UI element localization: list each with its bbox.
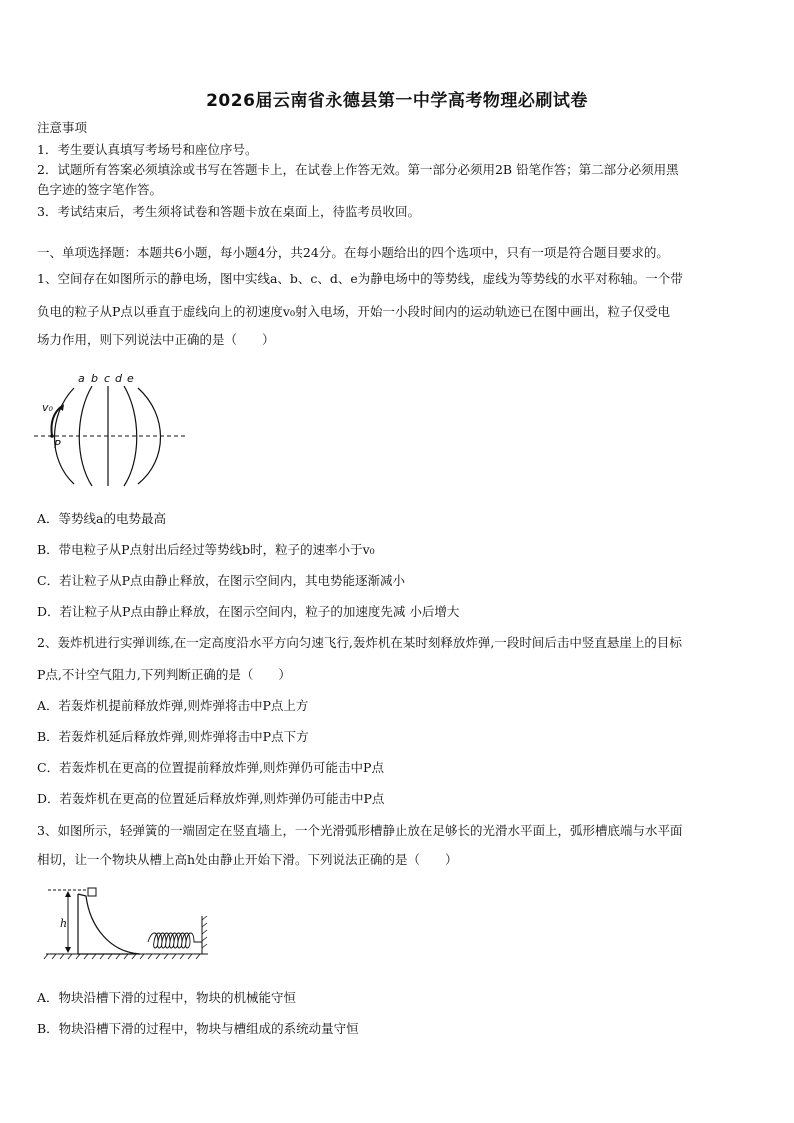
question-1-stem-cont: 负电的粒子从P点以垂直于虚线向上的初速度v₀射入电场，开始一小段时间内的运动轨迹已在图中画出，粒子仅受电 — [37, 304, 670, 319]
label-a: a — [78, 372, 85, 385]
label-p: P — [54, 438, 61, 451]
notice-item-2-cont: 色字迹的签字笔作答。 — [37, 182, 163, 197]
question-2-stem-end: P点,不计空气阻力,下列判断正确的是（ ） — [37, 667, 291, 682]
label-c: c — [104, 372, 111, 385]
question-3-option-b: B．物块沿槽下滑的过程中，物块与槽组成的系统动量守恒 — [37, 1021, 359, 1036]
section-heading: 一、单项选择题：本题共6小题，每小题4分，共24分。在每小题给出的四个选项中，只有一项是符合题目要求的。 — [37, 245, 669, 260]
label-b: b — [91, 372, 98, 385]
question-1-stem: 1、空间存在如图所示的静电场，图中实线a、b、c、d、e为静电场中的等势线，虚线为等势线的水平对称轴。一个带 — [37, 271, 683, 286]
question-1-option-c: C．若让粒子从P点由静止释放，在图示空间内，其电势能逐渐减小 — [37, 573, 405, 588]
question-1-option-d: D．若让粒子从P点由静止释放，在图示空间内，粒子的加速度先减 小后增大 — [37, 604, 460, 619]
label-e: e — [127, 372, 134, 385]
label-v0: v₀ — [42, 401, 53, 414]
spring-groove-figure — [40, 882, 215, 962]
notice-item-3: 3．考试结束后，考生须将试卷和答题卡放在桌面上，待监考员收回。 — [37, 204, 420, 219]
question-3-stem: 3、如图所示，轻弹簧的一端固定在竖直墙上，一个光滑弧形槽静止放在足够长的光滑水平面上，弧形槽底端与水平面 — [37, 823, 683, 838]
question-2-option-b: B．若轰炸机延后释放炸弹,则炸弹将击中P点下方 — [37, 729, 309, 744]
notice-heading: 注意事项 — [37, 120, 88, 135]
question-1-stem-end: 场力作用，则下列说法中正确的是（ ） — [37, 332, 275, 347]
label-d: d — [115, 372, 122, 385]
page-title: 2026届云南省永德县第一中学高考物理必刷试卷 — [206, 91, 588, 111]
notice-item-1: 1．考生要认真填写考场号和座位序号。 — [37, 142, 258, 157]
question-2-option-c: C．若轰炸机在更高的位置提前释放炸弹,则炸弹仍可能击中P点 — [37, 760, 384, 775]
notice-item-2: 2．试题所有答案必须填涂或书写在答题卡上，在试卷上作答无效。第一部分必须用2B 铅笔作答；第二部分必须用黑 — [37, 162, 679, 177]
equipotential-figure — [30, 370, 190, 490]
question-2-stem: 2、轰炸机进行实弹训练,在一定高度沿水平方向匀速飞行,轰炸机在某时刻释放炸弹,一段时间后击中竖直悬崖上的目标 — [37, 635, 682, 650]
question-3-option-a: A．物块沿槽下滑的过程中，物块的机械能守恒 — [37, 990, 297, 1005]
question-2-option-d: D．若轰炸机在更高的位置延后释放炸弹,则炸弹仍可能击中P点 — [37, 791, 385, 806]
question-1-option-a: A．等势线a的电势最高 — [37, 511, 166, 526]
question-3-stem-end: 相切，让一个物块从槽上高h处由静止开始下滑。下列说法正确的是（ ） — [37, 852, 458, 867]
question-1-option-b: B．带电粒子从P点射出后经过等势线b时，粒子的速率小于v₀ — [37, 542, 375, 557]
question-2-option-a: A．若轰炸机提前释放炸弹,则炸弹将击中P点上方 — [37, 698, 309, 713]
label-h: h — [60, 917, 68, 930]
